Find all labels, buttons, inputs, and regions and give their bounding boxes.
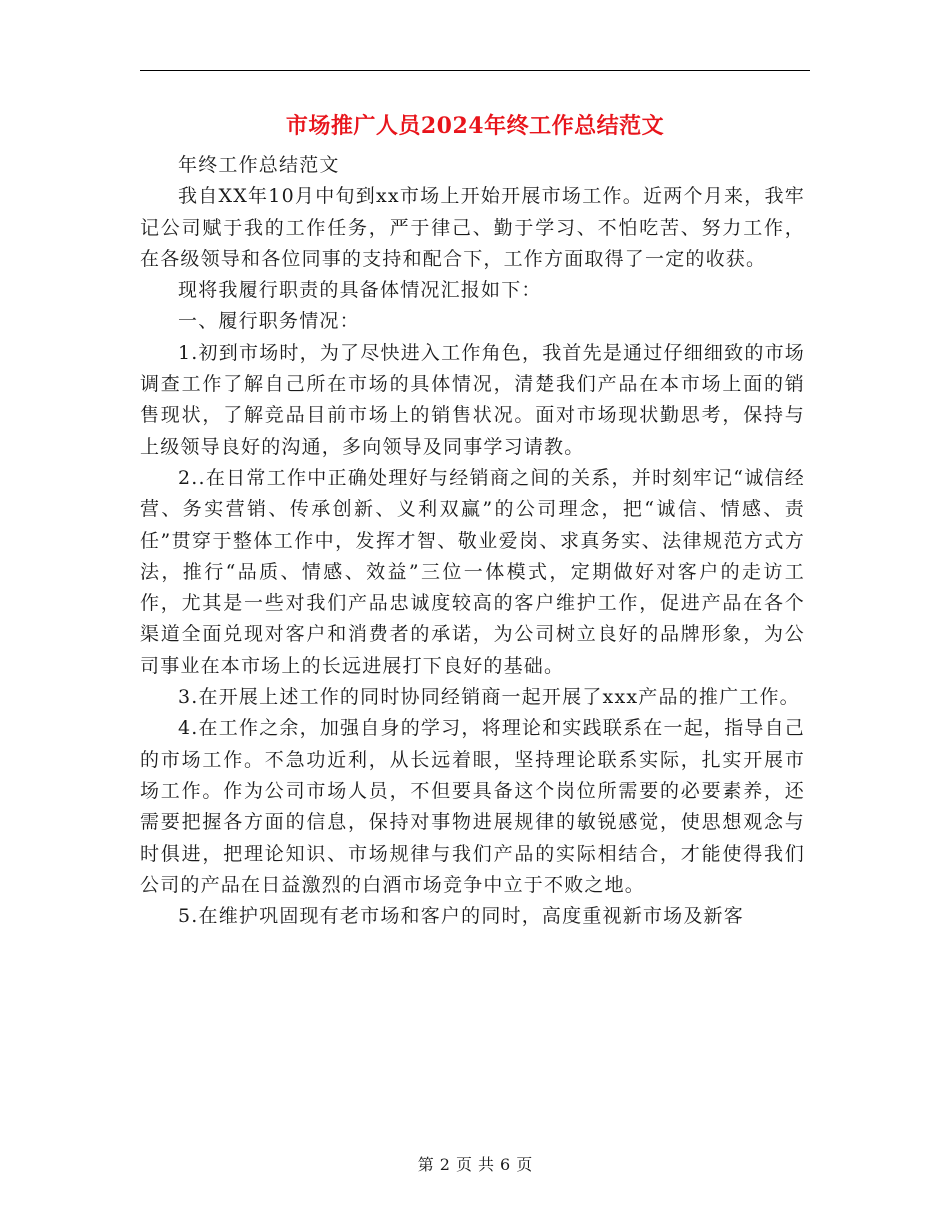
paragraph: 5.在维护巩固现有老市场和客户的同时，高度重视新市场及新客 <box>178 905 744 928</box>
footer-total-pages: 6 <box>500 1155 511 1174</box>
document-title: 市场推广人员2024年终工作总结范文 <box>285 113 665 139</box>
paragraph: 4.在工作之余，加强自身的学习，将理论和实践联系在一起，指导自己的市场工作。不急功近利，从长远着眼，坚持理论联系实际，扎实开展市场工作。作为公司市场人员，不但要具备这个岗位所需要的必要素养，还需要把握各方面的信息，保持对事物进展规律的敏锐感觉，使思想观念与时俱进，把理论知识、市场规律与我们产品的实际相结合，才能使得我们公司的产品在日益激烈的白酒市场竞争中立于不败之地。 <box>140 717 805 896</box>
page-footer <box>0 1154 950 1176</box>
paragraph: 2..在日常工作中正确处理好与经销商之间的关系，并时刻牢记“诚信经营、务实营销、传承创新、义利双赢”的公司理念，把“诚信、情感、责任”贯穿于整体工作中，发挥才智、敬业爱岗、求真务实、法律规范方式方法，推行“品质、情感、效益”三位一体模式，定期做好对客户的走访工作，尤其是一些对我们产品忠诚度较高的客户维护工作，促进产品在各个渠道全面兑现对客户和消费者的承诺，为公司树立良好的品牌形象，为公司事业在本市场上的长远进展打下良好的基础。 <box>140 466 805 677</box>
footer-total-suffix: 页 <box>516 1155 533 1174</box>
footer-page-suffix: 页 <box>455 1155 472 1174</box>
paragraph: 我自XX年10月中旬到xx市场上开始开展市场工作。近两个月来，我牢记公司赋于我的工作任务，严于律己、勤于学习、不怕吃苦、努力工作，在各级领导和各位同事的支持和配合下，工作方面取得了一定的收获。 <box>140 185 805 270</box>
paragraph: 3.在开展上述工作的同时协同经销商一起开展了xxx产品的推广工作。 <box>178 686 800 709</box>
footer-page-number: 2 <box>439 1155 450 1174</box>
paragraph: 现将我履行职责的具备体情况汇报如下： <box>178 279 542 302</box>
paragraph: 年终工作总结范文 <box>178 154 340 176</box>
paragraph: 一、履行职务情况： <box>178 310 360 333</box>
paragraph: 1.初到市场时，为了尽快进入工作角色，我首先是通过仔细细致的市场调查工作了解自己所在市场的具体情况，清楚我们产品在本市场上面的销售现状，了解竞品目前市场上的销售状况。面对市场现状勤思考，保持与上级领导良好的沟通，多向领导及同事学习请教。 <box>140 341 805 458</box>
header-rule <box>140 70 810 71</box>
document-body <box>140 150 805 932</box>
footer-total-prefix: 共 <box>478 1155 495 1174</box>
footer-prefix: 第 <box>417 1155 434 1174</box>
